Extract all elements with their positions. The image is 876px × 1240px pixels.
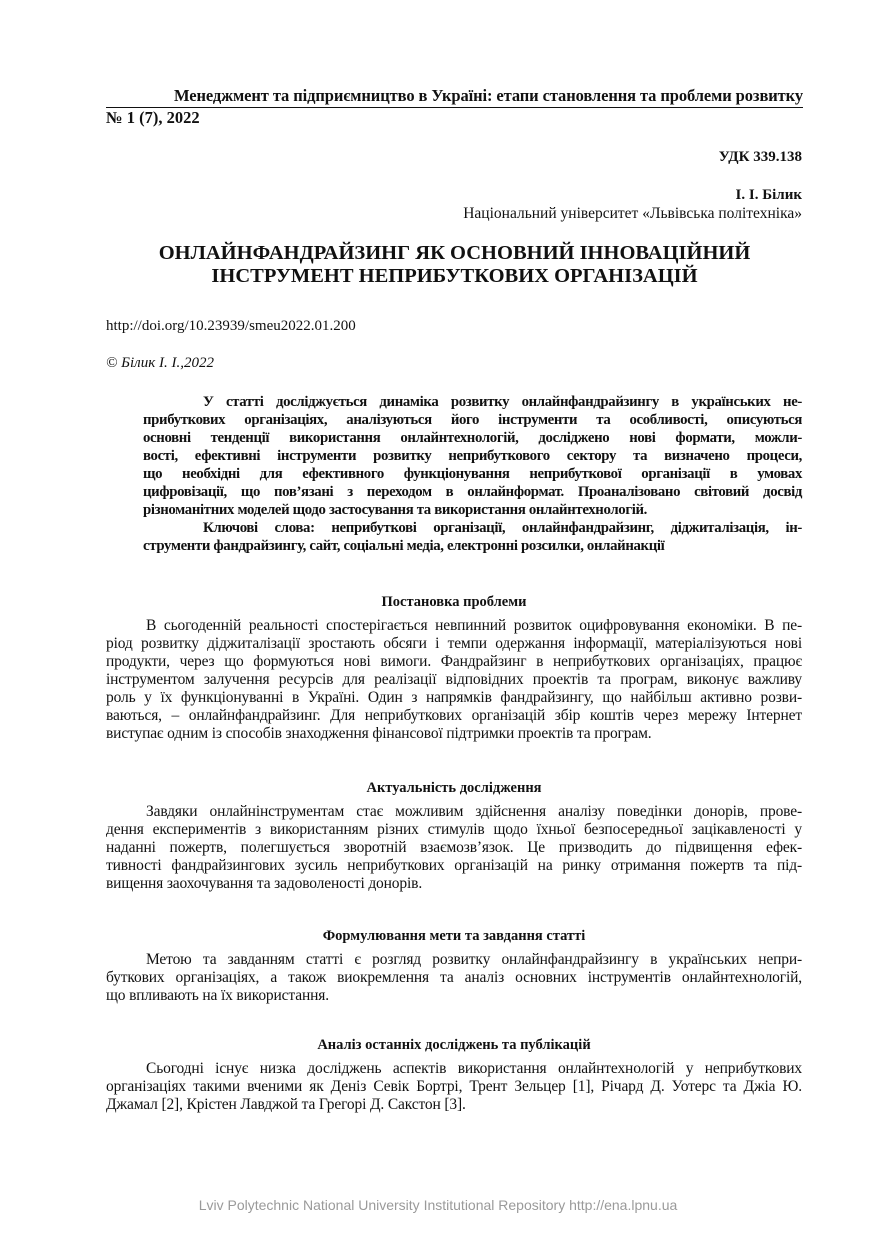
- journal-title: Менеджмент та підприємництво в Україні: етапи становлення та проблеми розвитку: [174, 86, 803, 105]
- title-line: ІНСТРУМЕНТ НЕПРИБУТКОВИХ ОРГАНІЗАЦІЙ: [211, 265, 698, 287]
- abstract-paragraph: [143, 393, 802, 519]
- title-line: ОНЛАЙНФАНДРАЙЗИНГ ЯК ОСНОВНИЙ ІННОВАЦІЙНИЙ: [158, 242, 751, 264]
- article-title: [106, 242, 803, 288]
- text-line: інструментом залучення ресурсів для реалізації відповідних проектів та програм, виконує важливу: [106, 671, 802, 688]
- text-line: буткових організаціях, а також виокремлення та аналіз основних інструментів онлайнтехнологій,: [106, 969, 802, 986]
- text-line: організаціях такими вченими як Деніз Севік Бортрі, Трент Зельцер [1], Річард Д. Уотерс та Джіа Ю.: [106, 1078, 802, 1095]
- text-line: струменти фандрайзингу, сайт, соціальні медіа, електронні розсилки, онлайнакції: [143, 538, 665, 554]
- abstract: [143, 393, 802, 555]
- section-heading: Постановка проблеми: [381, 594, 527, 610]
- udk-code: УДК 339.138: [718, 149, 802, 165]
- text-line: наданні пожертв, полегшується зворотній взаємозв’язок. Це призводить до підвищення ефек-: [106, 839, 802, 856]
- text-line: В сьогоденній реальності спостерігається невпинний розвиток оцифровування економіки. В пе-: [146, 617, 802, 634]
- text-line: вості, ефективні інструменти розвитку неприбуткового сектору та визначено процеси,: [143, 448, 802, 464]
- text-line: прибуткових організаціях, аналізуються його інструменти та особливості, описуються: [143, 412, 802, 428]
- text-line: продукти, через що формуються нові вимоги. Фандрайзинг в неприбуткових організаціях, працює: [106, 653, 802, 670]
- text-line: вищення заохочування та задоволеності донорів.: [106, 875, 423, 892]
- text-line: що необхідні для ефективного функціонування неприбуткової організації в умовах: [143, 466, 802, 482]
- text-line: Сьогодні існує низка досліджень аспектів використання онлайнтехнологій у неприбуткових: [146, 1060, 802, 1077]
- section-heading: Актуальність дослідження: [366, 780, 542, 796]
- copyright: © Білик І. І.,2022: [106, 355, 214, 371]
- section-paragraph: [106, 1060, 802, 1114]
- keywords: [143, 519, 802, 555]
- text-line: ваються, – онлайнфандрайзинг. Для неприбуткових організацій збір коштів через мережу Інтернет: [106, 707, 802, 724]
- text-line: Ключові слова: неприбуткові організації, онлайнфандрайзинг, діджиталізація, ін-: [203, 520, 802, 536]
- text-line: дення експериментів з використанням різних стимулів щодо їхньої безпосередньої зацікавленості у: [106, 821, 802, 838]
- text-line: основні тенденції використання онлайнтехнологій, досліджено нові формати, можли-: [143, 430, 802, 446]
- repository-footer: Lviv Polytechnic National University Institutional Repository http://ena.lpnu.ua: [198, 1197, 678, 1213]
- text-line: цифровізації, що пов’язані з переходом в онлайнформат. Проаналізовано світовий досвід: [143, 484, 802, 500]
- author-institution: Національний університет «Львівська політехніка»: [463, 205, 802, 222]
- section-paragraph: [106, 951, 802, 1005]
- text-line: Завдяки онлайнінструментам стає можливим здійснення аналізу поведінки донорів, прове-: [146, 803, 802, 820]
- text-line: що впливають на їх використання.: [106, 987, 329, 1004]
- section-paragraph: [106, 803, 802, 893]
- text-line: ріод розвитку діджиталізації зростають обсяги і темпи одержання інформації, матеріалізуються нові: [106, 635, 802, 652]
- text-line: Джамал [2], Крістен Лавджой та Грегорі Д. Сакстон [3].: [106, 1096, 466, 1113]
- text-line: тивності фандрайзингових зусиль неприбуткових організацій на ринку отримання пожертв та під-: [106, 857, 802, 874]
- issue-number: № 1 (7), 2022: [106, 108, 200, 127]
- section-heading: Аналіз останніх досліджень та публікацій: [317, 1037, 591, 1053]
- text-line: Метою та завданням статті є розгляд розвитку онлайнфандрайзингу в українських непри-: [146, 951, 802, 968]
- header-divider: [106, 107, 803, 108]
- section-paragraph: [106, 617, 802, 743]
- text-line: виступає одним із способів знаходження фінансової підтримки проектів та програм.: [106, 725, 652, 742]
- text-line: У статті досліджується динаміка розвитку онлайнфандрайзингу в українських не-: [203, 394, 802, 410]
- text-line: роль у їх функціонуванні в Україні. Один з напрямків фандрайзингу, що найбільш активно розви-: [106, 689, 802, 706]
- text-line: різноманітних моделей щодо застосування та використання онлайнтехнологій.: [143, 502, 647, 518]
- author-name: І. І. Білик: [735, 187, 802, 203]
- doi-link[interactable]: http://doi.org/10.23939/smeu2022.01.200: [106, 318, 356, 334]
- section-heading: Формулювання мети та завдання статті: [322, 928, 586, 944]
